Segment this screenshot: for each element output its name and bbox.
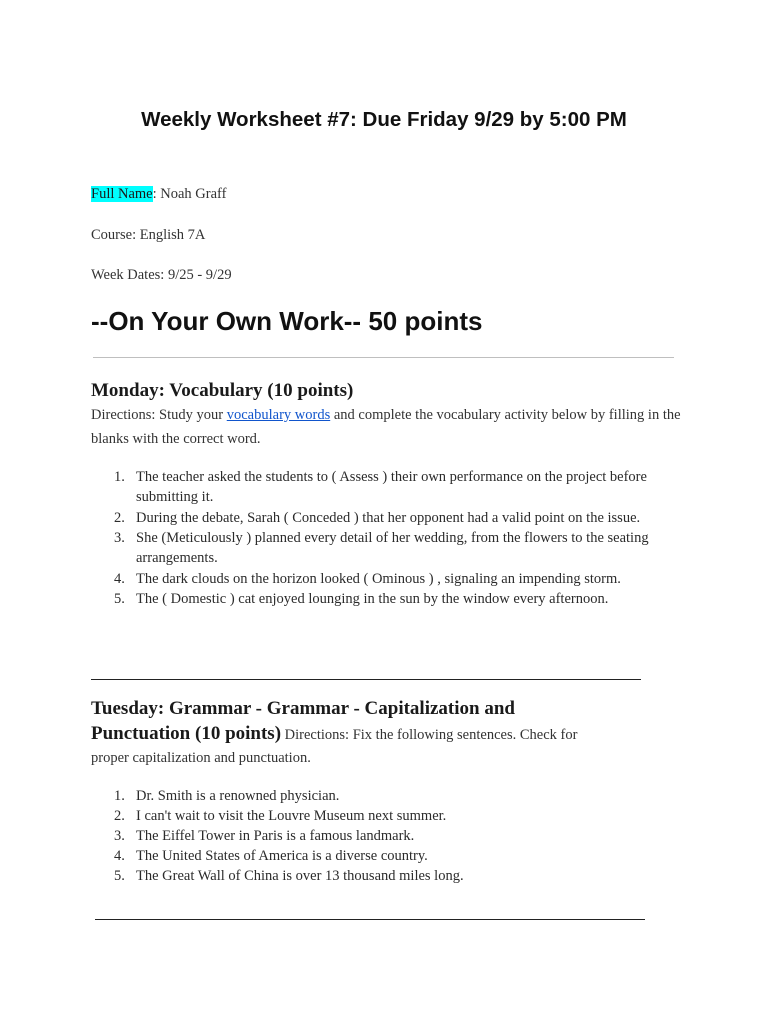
list-item: 3. She (Meticulously ) planned every detail of her wedding, from the flowers to the seating arrangements. bbox=[114, 530, 649, 566]
tuesday-divider bbox=[95, 919, 645, 920]
monday-directions bbox=[91, 404, 681, 451]
monday-divider bbox=[91, 679, 641, 680]
list-item: 4. The dark clouds on the horizon looked ( Ominous ) , signaling an impending storm. bbox=[114, 570, 621, 587]
monday-directions-pre: Directions: Study your bbox=[91, 407, 227, 423]
grammar-item-text: I can't wait to visit the Louvre Museum next summer. bbox=[136, 808, 447, 824]
vocab-item-text: During the debate, Sarah ( Conceded ) that her opponent had a valid point on the issue. bbox=[136, 509, 641, 526]
list-item: 2. During the debate, Sarah ( Conceded ) that her opponent had a valid point on the issue. bbox=[114, 509, 641, 526]
list-item: 4. The United States of America is a diverse country. bbox=[114, 848, 428, 864]
vocab-item-text: The dark clouds on the horizon looked ( Ominous ) , signaling an impending storm. bbox=[136, 570, 621, 587]
worksheet-title: Weekly Worksheet #7: Due Friday 9/29 by 5:00 PM bbox=[141, 108, 627, 131]
vocab-item-text: The ( Domestic ) cat enjoyed lounging in the sun by the window every afternoon. bbox=[136, 591, 609, 607]
full-name-row bbox=[91, 186, 226, 203]
list-item: 2. I can't wait to visit the Louvre Museum next summer. bbox=[114, 808, 447, 824]
monday-heading: Monday: Vocabulary (10 points) bbox=[91, 380, 354, 401]
vocabulary-words-link[interactable]: vocabulary words bbox=[226, 407, 331, 423]
list-item: 5. The Great Wall of China is over 13 thousand miles long. bbox=[114, 868, 464, 884]
week-dates-line: Week Dates: 9/25 - 9/29 bbox=[91, 267, 232, 283]
full-name-label: Full Name bbox=[91, 186, 153, 202]
list-item: 3. The Eiffel Tower in Paris is a famous landmark. bbox=[114, 828, 415, 844]
tuesday-heading-line1: Tuesday: Grammar - Grammar - Capitalization and bbox=[91, 698, 515, 719]
list-item: 1. Dr. Smith is a renowned physician. bbox=[114, 788, 340, 804]
grammar-item-text: The Great Wall of China is over 13 thousand miles long. bbox=[136, 868, 464, 884]
vocab-item-text: The teacher asked the students to ( Assess ) their own performance on the project before submitting it. bbox=[136, 469, 647, 505]
tuesday-directions: Directions: Fix the following sentences. Check for bbox=[281, 727, 578, 743]
grammar-list bbox=[91, 786, 681, 886]
tuesday-heading-part2: Punctuation (10 points) bbox=[91, 723, 282, 744]
vocabulary-list bbox=[91, 467, 681, 610]
grammar-item-text: The Eiffel Tower in Paris is a famous landmark. bbox=[136, 828, 415, 844]
tuesday-heading-line2 bbox=[91, 723, 681, 745]
grammar-item-text: Dr. Smith is a renowned physician. bbox=[136, 788, 340, 804]
vocab-item-text: She (Meticulously ) planned every detail of her wedding, from the flowers to the seating arrangements. bbox=[136, 530, 649, 566]
tuesday-directions-cont: proper capitalization and punctuation. bbox=[91, 750, 311, 766]
section-heading: --On Your Own Work-- 50 points bbox=[91, 306, 483, 336]
list-item: 5. The ( Domestic ) cat enjoyed lounging in the sun by the window every afternoon. bbox=[114, 591, 609, 607]
list-item: 1. The teacher asked the students to ( Assess ) their own performance on the project before submitting it. bbox=[114, 469, 647, 505]
grammar-item-text: The United States of America is a diverse country. bbox=[136, 848, 428, 864]
full-name-value: : Noah Graff bbox=[152, 186, 227, 202]
course-line: Course: English 7A bbox=[91, 227, 206, 243]
monday-directions-post: and complete the vocabulary activity below by filling in the blanks with the correct word. bbox=[91, 407, 681, 447]
section-divider bbox=[93, 357, 674, 358]
